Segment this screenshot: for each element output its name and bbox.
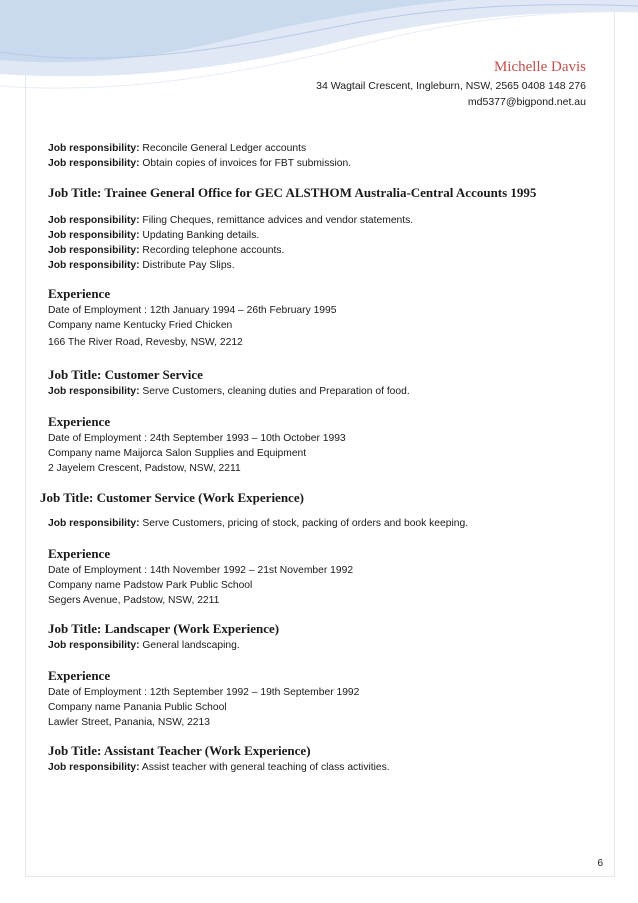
page-number: 6 [597,858,603,869]
responsibility-line [48,228,608,243]
company-name: Company name Kentucky Fried Chicken [48,320,233,331]
responsibility-text: General landscaping. [142,640,240,651]
responsibility-line [48,243,608,258]
responsibility-line [48,156,608,171]
responsibility-text: Serve Customers, cleaning duties and Preparation of food. [142,386,410,397]
responsibility-label: Job responsibility: [48,143,140,154]
responsibility-line [48,258,608,273]
applicant-name: Michelle Davis [493,59,586,75]
applicant-email: md5377@bigpond.net.au [467,96,586,108]
responsibility-label: Job responsibility: [48,762,140,773]
responsibility-text: Filing Cheques, remittance advices and vendor statements. [142,215,414,226]
applicant-address-phone: 34 Wagtail Crescent, Ingleburn, NSW, 2565 0408 148 276 [316,80,586,92]
responsibility-label: Job responsibility: [48,158,140,169]
responsibility-line [48,384,608,399]
responsibility-line [48,760,608,775]
responsibility-line [48,141,608,156]
job-title-heading: Job Title: Assistant Teacher (Work Experience) [48,743,311,758]
company-name: Company name Panania Public School [48,702,227,713]
responsibility-text: Serve Customers, pricing of stock, packing of orders and book keeping. [142,518,469,529]
responsibility-text: Distribute Pay Slips. [142,260,235,271]
responsibility-label: Job responsibility: [48,230,140,241]
responsibility-text: Obtain copies of invoices for FBT submission. [142,158,352,169]
company-name: Company name Padstow Park Public School [48,580,253,591]
employment-date: Date of Employment : 12th January 1994 – 26th February 1995 [48,305,337,316]
company-name: Company name Maijorca Salon Supplies and Equipment [48,448,307,459]
responsibility-text: Assist teacher with general teaching of class activities. [141,762,390,773]
experience-heading: Experience [48,668,111,683]
resume-body [40,141,608,775]
employment-date: Date of Employment : 14th November 1992 – 21st November 1992 [48,565,354,576]
job-title-heading: Job Title: Landscaper (Work Experience) [48,621,280,636]
experience-heading: Experience [48,546,111,561]
company-address: Lawler Street, Panania, NSW, 2213 [48,717,210,728]
responsibility-label: Job responsibility: [48,640,140,651]
responsibility-line [48,638,608,653]
responsibility-label: Job responsibility: [48,260,140,271]
responsibility-label: Job responsibility: [48,386,140,397]
job-title-heading: Job Title: Trainee General Office for GEC ALSTHOM Australia-Central Accounts 1995 [48,185,537,200]
responsibility-text: Updating Banking details. [142,230,260,241]
company-address: 2 Jayelem Crescent, Padstow, NSW, 2211 [48,463,241,474]
responsibility-line [48,213,608,228]
employment-date: Date of Employment : 12th September 1992 – 19th September 1992 [48,687,360,698]
experience-heading: Experience [48,286,111,301]
responsibility-label: Job responsibility: [48,518,140,529]
responsibility-text: Recording telephone accounts. [142,245,285,256]
company-address: Segers Avenue, Padstow, NSW, 2211 [48,595,220,606]
company-address: 166 The River Road, Revesby, NSW, 2212 [48,337,243,348]
responsibility-label: Job responsibility: [48,245,140,256]
responsibility-line [48,516,608,531]
job-title-heading: Job Title: Customer Service [48,367,203,382]
job-title-heading: Job Title: Customer Service (Work Experience) [40,490,304,505]
experience-heading: Experience [48,414,111,429]
resume-header [316,56,586,110]
employment-date: Date of Employment : 24th September 1993 – 10th October 1993 [48,433,346,444]
responsibility-label: Job responsibility: [48,215,140,226]
responsibility-text: Reconcile General Ledger accounts [142,143,307,154]
